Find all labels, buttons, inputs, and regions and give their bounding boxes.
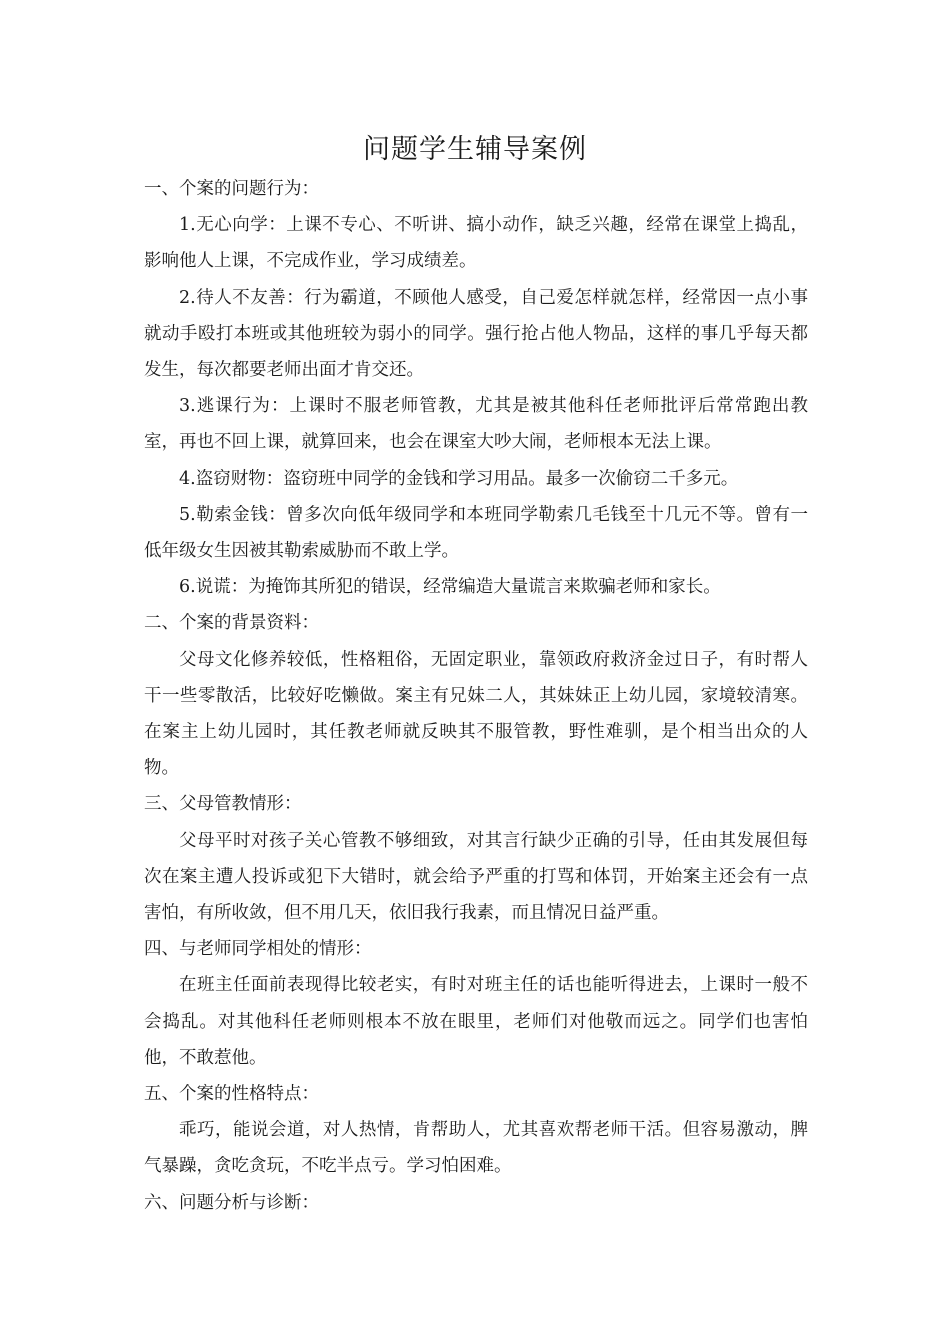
section-1 bbox=[144, 171, 808, 605]
paragraph: 4.盗窃财物：盗窃班中同学的金钱和学习用品。最多一次偷窃二千多元。 bbox=[179, 468, 739, 489]
section-4 bbox=[144, 931, 808, 1076]
paragraph: 父母平时对孩子关心管教不够细致，对其言行缺少正确的引导，任由其发展但每次在案主遭人投诉或犯下大错时，就会给予严重的打骂和体罚，开始案主还会有一点害怕，有所收敛，但不用几天，依旧我行我素，而且情况日益严重。 bbox=[144, 830, 808, 924]
document-body bbox=[144, 171, 808, 1221]
paragraph: 2.待人不友善：行为霸道，不顾他人感受，自己爱怎样就怎样，经常因一点小事就动手殴打本班或其他班较为弱小的同学。强行抢占他人物品，这样的事几乎每天都发生，每次都要老师出面才肯交还。 bbox=[144, 287, 808, 381]
paragraph: 父母文化修养较低，性格粗俗，无固定职业，靠领政府救济金过日子，有时帮人干一些零散活，比较好吃懒做。案主有兄妹二人，其妹妹正上幼儿园，家境较清寒。在案主上幼儿园时，其任教老师就反映其不服管教，野性难驯，是个相当出众的人物。 bbox=[144, 649, 808, 779]
section-heading: 四、与老师同学相处的情形： bbox=[144, 939, 372, 960]
section-heading: 三、父母管教情形： bbox=[144, 794, 302, 815]
paragraph: 3.逃课行为：上课时不服老师管教，尤其是被其他科任老师批评后常常跑出教室，再也不回上课，就算回来，也会在课室大吵大闹，老师根本无法上课。 bbox=[144, 396, 808, 453]
section-5 bbox=[144, 1076, 808, 1185]
document-title: 问题学生辅导案例 bbox=[363, 134, 587, 165]
paragraph: 5.勒索金钱：曾多次向低年级同学和本班同学勒索几毛钱至十几元不等。曾有一低年级女生因被其勒索威胁而不敢上学。 bbox=[144, 504, 808, 562]
section-heading: 二、个案的背景资料： bbox=[144, 613, 319, 634]
section-heading: 五、个案的性格特点： bbox=[144, 1084, 319, 1105]
section-heading: 一、个案的问题行为： bbox=[144, 179, 319, 199]
section-3 bbox=[144, 786, 808, 931]
paragraph: 在班主任面前表现得比较老实，有时对班主任的话也能听得进去，上课时一般不会捣乱。对其他科任老师则根本不放在眼里，老师们对他敬而远之。同学们也害怕他，不敢惹他。 bbox=[144, 975, 808, 1068]
paragraph: 1.无心向学：上课不专心、不听讲、搞小动作，缺乏兴趣，经常在课堂上捣乱，影响他人上课，不完成作业，学习成绩差。 bbox=[144, 215, 808, 272]
section-heading: 六、问题分析与诊断： bbox=[144, 1192, 319, 1213]
section-6 bbox=[144, 1185, 808, 1221]
paragraph: 6.说谎：为掩饰其所犯的错误，经常编造大量谎言来欺骗老师和家长。 bbox=[179, 577, 721, 598]
paragraph: 乖巧，能说会道，对人热情，肯帮助人，尤其喜欢帮老师干活。但容易激动，脾气暴躁，贪吃贪玩，不吃半点亏。学习怕困难。 bbox=[144, 1120, 808, 1177]
section-2 bbox=[144, 605, 808, 786]
